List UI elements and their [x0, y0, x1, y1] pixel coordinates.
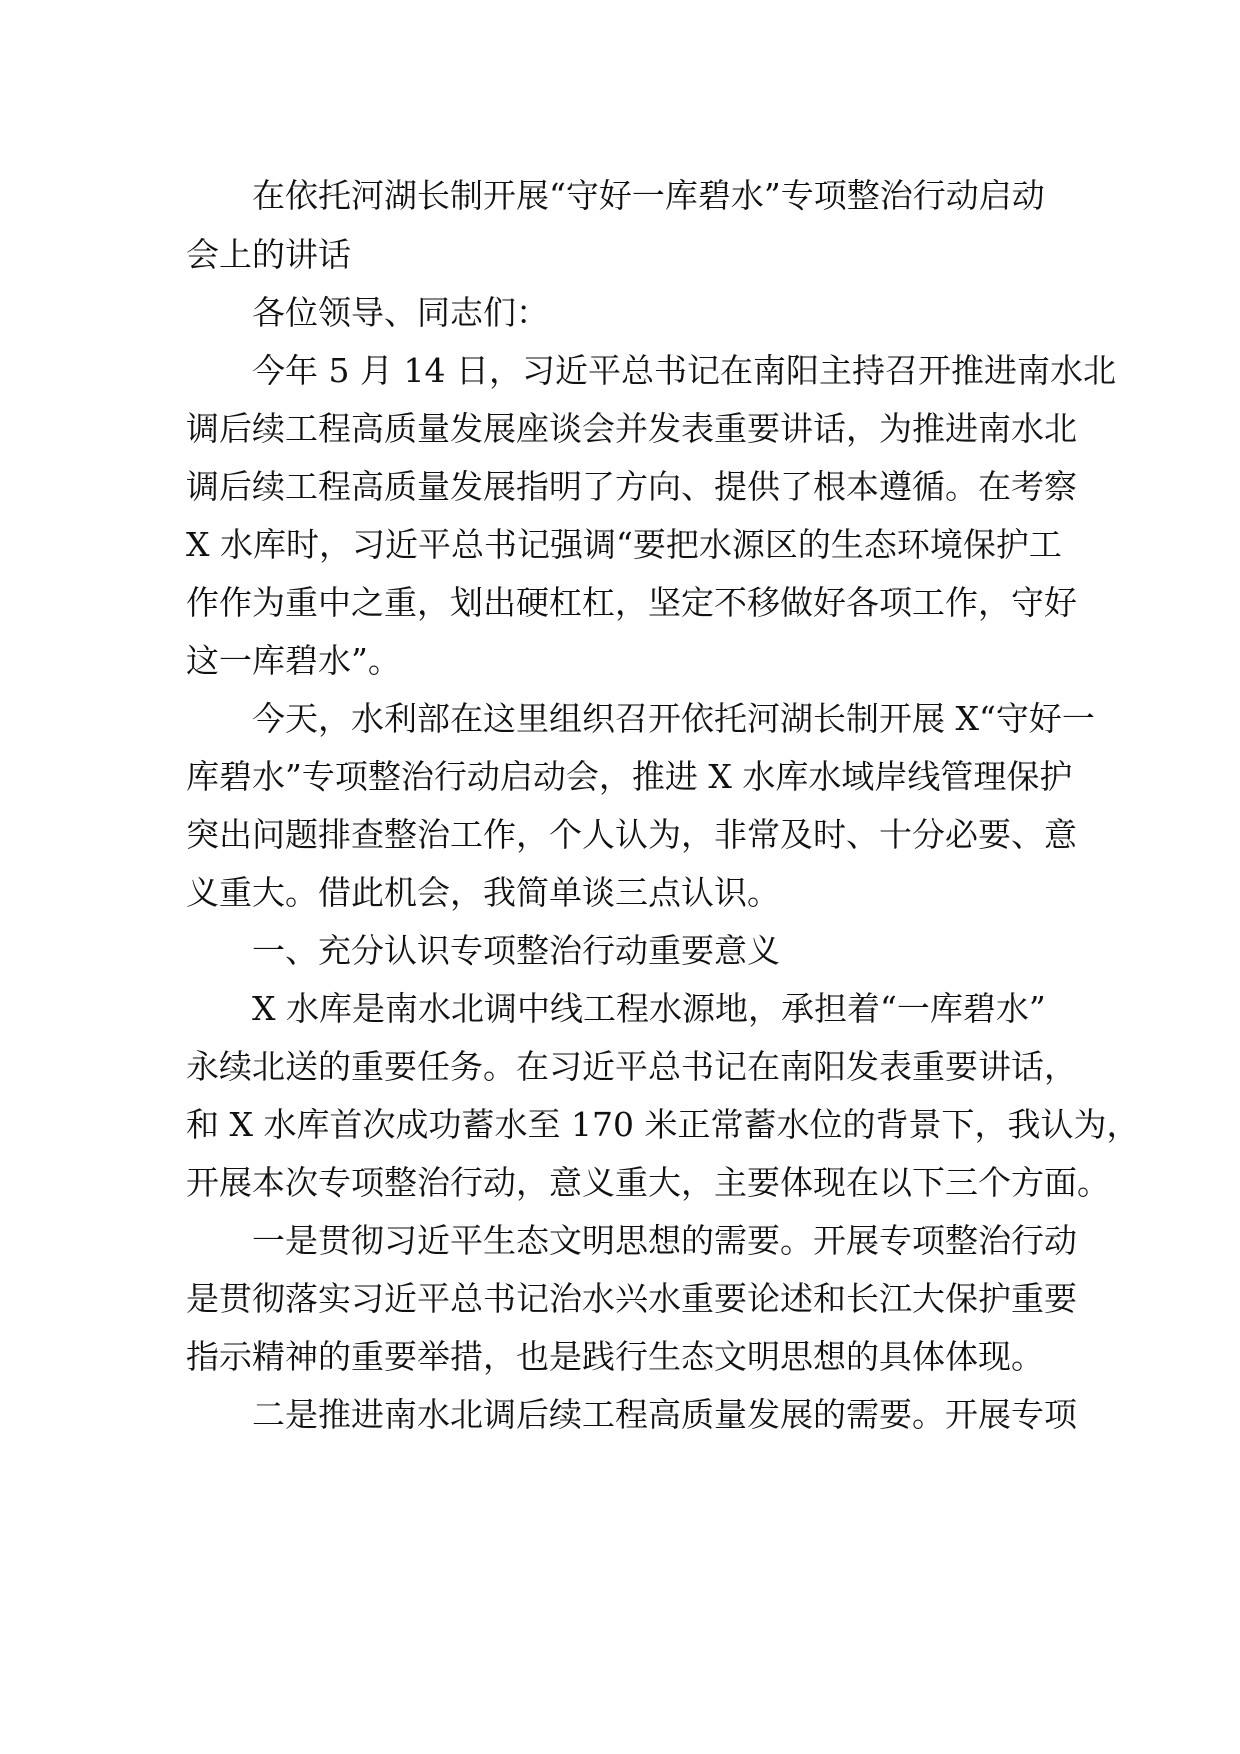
body-line: 作作为重中之重，划出硬杠杠，坚定不移做好各项工作，守好 [186, 583, 1077, 622]
body-line: 二是推进南水北调后续工程高质量发展的需要。开展专项 [186, 1395, 1077, 1434]
body-line: 调后续工程高质量发展指明了方向、提供了根本遵循。在考察 [186, 467, 1077, 506]
body-line: 这一库碧水”。 [186, 641, 401, 680]
body-line: 和 X 水库首次成功蓄水至 170 米正常蓄水位的背景下，我认为， [186, 1105, 1140, 1144]
body-line: 今天，水利部在这里组织召开依托河湖长制开展 X“守好一 [186, 699, 1095, 738]
body-line: X 水库是南水北调中线工程水源地，承担着“一库碧水” [186, 989, 1046, 1028]
body-line: 一是贯彻习近平生态文明思想的需要。开展专项整治行动 [186, 1221, 1077, 1260]
body-line: 库碧水”专项整治行动启动会，推进 X 水库水域岸线管理保护 [186, 757, 1073, 796]
body-line: 是贯彻落实习近平总书记治水兴水重要论述和长江大保护重要 [186, 1279, 1077, 1318]
body-line: 调后续工程高质量发展座谈会并发表重要讲话，为推进南水北 [186, 409, 1077, 448]
title-line-2: 会上的讲话 [186, 235, 351, 274]
salutation-line: 各位领导、同志们： [186, 293, 549, 332]
body-line: 今年 5 月 14 日，习近平总书记在南阳主持召开推进南水北 [186, 351, 1116, 390]
section-heading: 一、充分认识专项整治行动重要意义 [186, 931, 780, 970]
body-line: 开展本次专项整治行动，意义重大，主要体现在以下三个方面。 [186, 1163, 1110, 1202]
body-line: 指示精神的重要举措，也是践行生态文明思想的具体体现。 [186, 1337, 1044, 1376]
body-line: X 水库时，习近平总书记强调“要把水源区的生态环境保护工 [186, 525, 1062, 564]
body-line: 义重大。借此机会，我简单谈三点认识。 [186, 873, 780, 912]
title-line-1: 在依托河湖长制开展“守好一库碧水”专项整治行动启动 [186, 176, 1045, 215]
body-line: 突出问题排查整治工作，个人认为，非常及时、十分必要、意 [186, 815, 1077, 854]
body-line: 永续北送的重要任务。在习近平总书记在南阳发表重要讲话， [186, 1047, 1077, 1086]
